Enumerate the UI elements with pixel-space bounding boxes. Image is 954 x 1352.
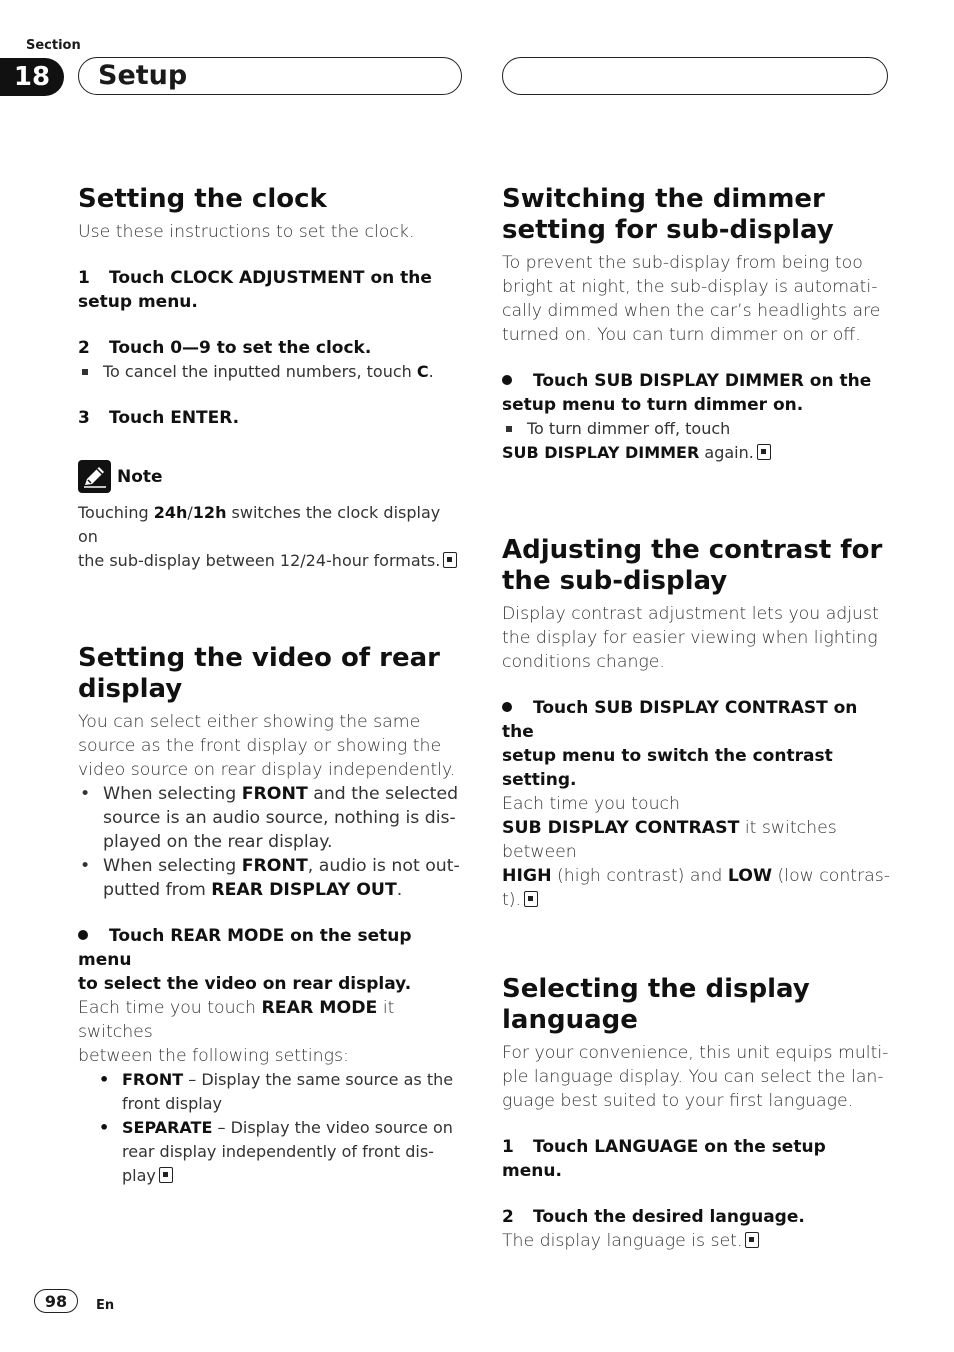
intro-line: bright at night, the sub-display is automati- xyxy=(502,277,878,297)
right-column xyxy=(502,184,890,1253)
title-line: Switching the dimmer xyxy=(502,184,825,214)
note-label: Note xyxy=(117,466,163,487)
intro-line: turned on. You can turn dimmer on or off. xyxy=(502,325,861,345)
clock-step-2 xyxy=(78,336,460,360)
contrast-intro xyxy=(502,602,890,674)
key-sub-display-dimmer: SUB DISPLAY DIMMER xyxy=(502,443,700,462)
intro-line: cally dimmed when the car’s headlights are xyxy=(502,301,881,321)
bullet-text: When selecting xyxy=(103,856,242,876)
note-pencil-icon xyxy=(78,460,111,493)
end-mark-icon xyxy=(443,552,457,568)
bullet-text: putted from xyxy=(103,880,212,900)
rear-option-separate xyxy=(78,1116,460,1188)
note-text: To turn dimmer off, touch xyxy=(527,419,731,438)
step-text: Touch 0—9 to set the clock. xyxy=(109,338,372,358)
key-rear-mode: REAR MODE xyxy=(261,998,378,1018)
section-label: Section xyxy=(26,38,81,53)
body-text: it switches between xyxy=(502,818,837,862)
note-text: again. xyxy=(699,443,754,462)
note-text: Touching xyxy=(78,503,154,522)
option-text: play xyxy=(122,1166,156,1185)
language-intro xyxy=(502,1041,890,1113)
end-mark-icon xyxy=(745,1232,759,1248)
bullet-text: . xyxy=(396,880,403,900)
step-text: Touch SUB DISPLAY CONTRAST on the xyxy=(502,698,858,742)
page-number: 98 xyxy=(34,1289,78,1313)
step-number: 3 xyxy=(78,408,90,428)
contrast-step xyxy=(502,696,890,792)
end-mark-icon xyxy=(159,1167,173,1183)
language-step-2 xyxy=(502,1205,890,1229)
language-result xyxy=(502,1229,890,1253)
intro-line: You can select either showing the same xyxy=(78,712,421,732)
section-title: Setup xyxy=(98,60,188,91)
title-line: Adjusting the contrast for xyxy=(502,535,883,565)
step-dot-icon xyxy=(78,930,88,940)
option-text: front display xyxy=(122,1094,222,1113)
language-section xyxy=(502,974,890,1253)
clock-note-text xyxy=(78,501,460,573)
intro-line: ple language display. You can select the lan- xyxy=(502,1067,884,1087)
bullet-text: played on the rear display. xyxy=(103,832,333,852)
note-text: . xyxy=(428,362,434,381)
clock-step-3 xyxy=(78,406,460,430)
note-text: To cancel the inputted numbers, touch xyxy=(103,362,417,381)
header-right-frame xyxy=(502,57,888,95)
body-text: Each time you touch xyxy=(78,998,262,1018)
body-text: t). xyxy=(502,890,522,910)
step-number: 1 xyxy=(502,1137,514,1157)
step-text: setup menu. xyxy=(78,292,198,312)
setting-clock-section xyxy=(78,184,460,573)
key-high: HIGH xyxy=(502,866,552,886)
key-front: FRONT xyxy=(241,856,308,876)
title-line: display xyxy=(78,674,183,704)
body-text: Each time you touch xyxy=(502,794,680,814)
end-mark-icon xyxy=(524,891,538,907)
section-number-badge: 18 xyxy=(0,58,64,96)
body-text: (low contras- xyxy=(772,866,891,886)
step-text: Touch CLOCK ADJUSTMENT on the xyxy=(109,268,432,288)
intro-line: conditions change. xyxy=(502,652,665,672)
key-front: FRONT xyxy=(241,784,308,804)
language-code: En xyxy=(96,1298,115,1313)
step-dot-icon xyxy=(502,702,512,712)
step-text: setup menu to switch the contrast setting. xyxy=(502,746,833,790)
step-text: Touch REAR MODE on the setup menu xyxy=(78,926,412,970)
language-title: Selecting the display language xyxy=(502,974,810,1035)
step-text: Touch ENTER. xyxy=(109,408,240,428)
rear-option-front xyxy=(78,1068,460,1116)
body-text: (high contrast) and xyxy=(551,866,728,886)
setting-clock-title: Setting the clock xyxy=(78,184,327,214)
dimmer-section xyxy=(502,184,890,465)
key-separate: SEPARATE xyxy=(122,1118,213,1137)
step-text: Touch the desired language. xyxy=(533,1207,805,1227)
setting-clock-intro: Use these instructions to set the clock. xyxy=(78,222,415,242)
intro-line: For your convenience, this unit equips multi- xyxy=(502,1043,889,1063)
note-text: / xyxy=(187,503,193,522)
intro-line: the display for easier viewing when lighting xyxy=(502,628,878,648)
key-rear-display-out: REAR DISPLAY OUT xyxy=(211,880,397,900)
dimmer-step xyxy=(502,369,890,417)
option-text: – Display the video source on xyxy=(212,1118,453,1137)
bullet-text: source is an audio source, nothing is dis- xyxy=(103,808,456,828)
body-text: between the following settings: xyxy=(78,1046,349,1066)
dimmer-title xyxy=(502,184,890,246)
step-number: 1 xyxy=(78,268,90,288)
step-number: 2 xyxy=(78,338,90,358)
rear-display-intro xyxy=(78,710,460,782)
left-column xyxy=(78,184,460,1188)
intro-line: Display contrast adjustment lets you adjust xyxy=(502,604,879,624)
dimmer-off-note-cont xyxy=(502,441,890,465)
title-line: setting for sub-display xyxy=(502,215,834,245)
step-dot-icon xyxy=(502,375,512,385)
end-mark-icon xyxy=(757,444,771,460)
clock-step-2-note xyxy=(78,360,460,384)
key-front: FRONT xyxy=(122,1070,184,1089)
dimmer-off-note xyxy=(502,417,890,441)
rear-mode-step xyxy=(78,924,460,996)
bullet-text: , audio is not out- xyxy=(307,856,460,876)
rear-display-title xyxy=(78,643,460,705)
rear-bullet-1 xyxy=(78,782,460,854)
key-12h: 12h xyxy=(192,503,227,522)
intro-line: source as the front display or showing the xyxy=(78,736,442,756)
key-c: C xyxy=(416,362,429,381)
clock-step-1 xyxy=(78,266,460,314)
title-line: the sub-display xyxy=(502,566,728,596)
bullet-text: When selecting xyxy=(103,784,242,804)
step-number: 2 xyxy=(502,1207,514,1227)
intro-line: To prevent the sub-display from being too xyxy=(502,253,863,273)
step-text: to select the video on rear display. xyxy=(78,974,412,994)
step-text: Touch LANGUAGE on the setup menu. xyxy=(502,1137,826,1181)
rear-display-section xyxy=(78,643,460,1188)
language-step-1 xyxy=(502,1135,890,1183)
key-24h: 24h xyxy=(153,503,188,522)
option-text: – Display the same source as the xyxy=(183,1070,454,1089)
contrast-section xyxy=(502,535,890,912)
title-line: Setting the video of rear xyxy=(78,643,440,673)
step-text: Touch SUB DISPLAY DIMMER on the xyxy=(533,371,872,391)
note-text: the sub-display between 12/24-hour formats. xyxy=(78,551,441,570)
body-text: it switches xyxy=(78,998,395,1042)
note-header xyxy=(78,460,460,493)
rear-bullet-2 xyxy=(78,854,460,902)
intro-line: video source on rear display independently. xyxy=(78,760,456,780)
contrast-each-time xyxy=(502,792,890,912)
option-text: rear display independently of front dis- xyxy=(122,1142,434,1161)
note-text: switches the clock display on xyxy=(78,503,441,546)
key-sub-display-contrast: SUB DISPLAY CONTRAST xyxy=(502,818,740,838)
bullet-text: and the selected xyxy=(307,784,459,804)
step-text: setup menu to turn dimmer on. xyxy=(502,395,804,415)
rear-mode-each-time xyxy=(78,996,460,1068)
dimmer-intro xyxy=(502,251,890,347)
intro-line: guage best suited to your first language. xyxy=(502,1091,854,1111)
contrast-title xyxy=(502,535,890,597)
body-text: The display language is set. xyxy=(502,1231,743,1251)
key-low: LOW xyxy=(727,866,773,886)
